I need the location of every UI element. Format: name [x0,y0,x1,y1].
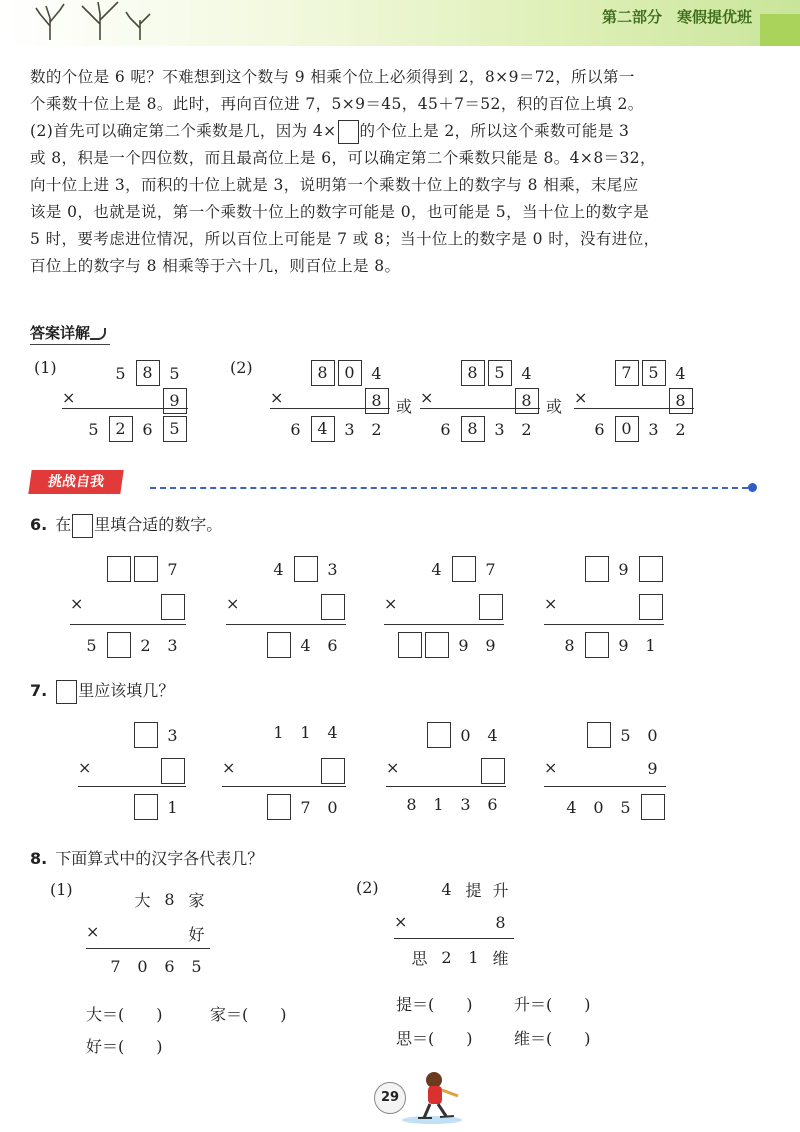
digit: 4 [566,797,577,817]
box: 2 [109,416,133,442]
box[interactable] [161,594,185,620]
digit-row [556,632,664,658]
text-fragment: 里应该填几？ [78,681,175,700]
digit-row [282,416,390,442]
answer-digit-box [161,388,188,414]
times-sign: × [420,388,434,407]
or-word: 或 [546,397,563,416]
box[interactable] [641,794,665,820]
digit: 提 [465,881,482,900]
digit-row [319,594,346,620]
question-6-title [30,512,222,538]
blank-box [425,722,452,748]
digit: 3 [460,795,471,814]
digit: 家 [188,891,205,910]
blank-box [583,556,610,582]
digit-row [265,794,346,820]
digit: 6 [440,419,451,439]
text-line: 或 8，积是一个四位数，而且最高位上是 6，可以确定第二个乘数只能是 8。4×8＝32， [30,149,656,167]
digit-row [183,922,210,948]
divider-dot [748,483,757,492]
digit: 3 [648,419,659,439]
digit: 2 [441,948,452,967]
blank-box [265,632,292,658]
box: 9 [163,388,187,414]
digit: 大 [134,891,151,910]
digit-row [479,758,506,784]
digit: 1 [645,635,656,655]
blank-box [396,632,423,658]
digit-row [265,632,346,658]
part-label: (1) [34,358,57,377]
digit: 0 [137,957,148,976]
digit-row [159,758,186,784]
box: 8 [461,416,485,442]
blank-box [423,632,450,658]
digit: 5 [620,797,631,817]
digit: 8 [164,890,175,909]
blank-box [132,556,159,582]
digit-row [459,360,540,386]
q7-calc-d [544,722,666,828]
calc-rule [544,624,664,625]
box: 0 [338,360,362,386]
box: 5 [488,360,512,386]
times-sign: × [386,758,400,777]
box[interactable] [107,632,131,658]
text-line: 数的个位是 6 呢？不难想到这个数与 9 相乘个位上必须得到 2，8×9＝72，所以第一 [30,68,635,86]
digit: 3 [344,419,355,439]
blank-box [265,794,292,820]
digit-row [637,594,664,620]
times-sign: × [574,388,588,407]
q6-calc-d [544,556,664,662]
answer-digit-box [336,360,363,386]
box: 8 [461,360,485,386]
digit: 7 [485,559,496,579]
box[interactable] [161,758,185,784]
calc-rule [386,786,506,787]
blank-box [585,722,612,748]
digit: 4 [521,363,532,383]
or-word: 或 [396,397,413,416]
digit: 6 [142,419,153,439]
digit-row [432,416,540,442]
digit: 1 [300,723,311,742]
box: 0 [615,416,639,442]
question-number: 6. [30,515,48,534]
digit: 8 [406,795,417,814]
digit-row [265,722,346,748]
digit-row [396,632,504,658]
digit-row [129,888,210,914]
text-line: 5 时，要考虑进位情况，所以百位上可能是 7 或 8；当十位上的数字是 0 时，没有进位， [30,230,660,248]
times-sign: × [384,594,398,613]
times-sign: × [394,912,408,931]
answer-digit-box [161,416,188,442]
digit-row [639,758,666,784]
digit: 0 [460,725,471,745]
digit: 3 [494,419,505,439]
answer-calc-2 [270,360,390,446]
answer-digit-box [486,360,513,386]
digit: 4 [441,880,452,899]
digit: 4 [273,559,284,579]
box[interactable] [134,722,158,748]
digit-row [78,632,186,658]
text-line: 个乘数十位上是 8。此时，再向百位进 7，5×9＝45，45＋7＝52，积的百位上填 2。 [30,95,644,113]
question-number: 7. [30,681,48,700]
box[interactable] [481,758,505,784]
digit: 4 [431,559,442,579]
answer-blank-wei[interactable]: 维＝( ) [514,1029,591,1048]
box[interactable] [134,556,158,582]
digit-row [477,594,504,620]
header-decoration [760,14,800,46]
digit: 9 [458,635,469,655]
answer-blank-jia[interactable]: 家＝( ) [210,1005,287,1024]
answer-digit-box [613,416,640,442]
text-line: 该是 0，也就是说，第一个乘数十位上的数字可能是 0，也可能是 5，当十位上的数字是 [30,203,650,221]
text-line [30,118,775,145]
blank-box [72,514,93,538]
part-label: (2) [230,358,253,377]
digit: 9 [618,559,629,579]
box[interactable] [585,556,609,582]
blank-box [292,556,319,582]
digit-row [80,416,188,442]
text-fragment: 里填合适的数字。 [94,515,223,534]
calc-rule [420,408,540,409]
blank-box [105,632,132,658]
box: 5 [642,360,666,386]
box[interactable] [321,594,345,620]
answer-digit-box [309,416,336,442]
digit: 9 [485,635,496,655]
calc-rule [574,408,694,409]
box[interactable] [294,556,318,582]
box[interactable] [587,722,611,748]
text-fragment: 下面算式中的汉字各代表几？ [55,849,264,868]
answer-digit-box [107,416,134,442]
digit: 1 [433,795,444,814]
blank-box [637,594,664,620]
box[interactable] [134,794,158,820]
times-sign: × [70,594,84,613]
part-label: (2) [356,878,379,897]
question-7-title [30,678,174,704]
digit-row [487,912,514,938]
box[interactable] [107,556,131,582]
digit: 5 [191,957,202,976]
answer-calc-1 [62,360,188,446]
box: 8 [311,360,335,386]
blank-box [319,758,346,784]
times-sign: × [270,388,284,407]
digit-row [132,794,186,820]
answer-digit-box [613,360,640,386]
digit: 2 [371,419,382,439]
digit: 4 [300,635,311,655]
digit: 2 [675,419,686,439]
digit-row [406,946,514,972]
digit: 9 [618,635,629,655]
digit: 3 [167,725,178,745]
digit: 5 [86,635,97,655]
digit-row [107,360,188,386]
digit: 7 [167,559,178,579]
digit: 6 [164,957,175,976]
blank-box [479,758,506,784]
digit: 升 [492,881,509,900]
answer-blank-ti[interactable]: 提＝( ) [396,995,473,1014]
answer-blank-hao[interactable]: 好＝( ) [86,1037,163,1056]
section-title: 第二部分 寒假提优班 [601,8,752,26]
digit: 2 [140,635,151,655]
blank-box [56,680,77,704]
digit-row [132,722,186,748]
answer-digit-box [640,360,667,386]
digit: 6 [487,795,498,814]
answer-calc-3 [420,360,540,446]
digit: 维 [492,949,509,968]
box[interactable] [267,794,291,820]
digit-row [558,794,666,820]
box[interactable] [585,632,609,658]
calc-rule [544,786,666,787]
answer-digit-box [667,388,694,414]
box: 4 [311,416,335,442]
times-sign: × [78,758,92,777]
box: 8 [669,388,693,414]
calc-rule [78,786,186,787]
digit: 4 [327,723,338,742]
blank-box [159,594,186,620]
blank-box [132,794,159,820]
blank-box [132,722,159,748]
digit: 0 [593,797,604,817]
text-fragment: 在 [55,515,72,534]
digit: 好 [188,925,205,944]
digit: 5 [620,725,631,745]
q6-calc-c [384,556,504,662]
digit: 0 [647,725,658,745]
digit: 4 [675,363,686,383]
digit: 1 [468,948,479,967]
digit-row [319,758,346,784]
blank-box [450,556,477,582]
digit-row [513,388,540,414]
box[interactable] [639,594,663,620]
skater-mascot-icon [402,1066,472,1126]
calc-rule [384,624,504,625]
digit: 6 [290,419,301,439]
blank-box [159,758,186,784]
digit: 8 [495,913,506,932]
digit-row [159,594,186,620]
digit: 3 [327,559,338,579]
blank-box [477,594,504,620]
box[interactable] [639,556,663,582]
digit: 2 [521,419,532,439]
dashed-divider [150,487,748,489]
digit-row [613,360,694,386]
box: 8 [136,360,160,386]
part-label: (1) [50,880,73,899]
digit: 1 [273,723,284,742]
explanation-text [30,64,775,280]
calc-rule [226,624,346,625]
digit-row [265,556,346,582]
page-header [0,0,800,46]
box[interactable] [398,632,422,658]
blank-box [637,556,664,582]
digit: 3 [167,635,178,655]
times-sign: × [62,388,76,407]
digit: 5 [115,363,126,383]
digit-row [585,722,666,748]
digit-row [105,556,186,582]
box[interactable] [267,632,291,658]
digit: 9 [647,759,658,778]
answer-digit-box [363,388,390,414]
times-sign: × [222,758,236,777]
question-8-title [30,846,263,869]
digit: 4 [487,725,498,745]
answer-blank-si[interactable]: 思＝( ) [396,1029,473,1048]
digit: 5 [169,363,180,383]
digit-row [423,556,504,582]
q6-calc-b [226,556,346,662]
times-sign: × [544,758,558,777]
answer-blank-sheng[interactable]: 升＝( ) [514,995,591,1014]
digit: 7 [300,797,311,817]
digit: 0 [327,797,338,817]
text-line: 百位上的数字与 8 相乘等于六十几，则百位上是 8。 [30,257,401,275]
text-line: 向十位上进 3，而积的十位上就是 3，说明第一个乘数十位上的数字与 8 相乘，末尾应 [30,176,639,194]
digit-row [667,388,694,414]
heading-underline [30,344,110,345]
winter-trees-illustration [30,0,160,40]
blank-box [338,120,359,144]
calc-rule [70,624,186,625]
digit: 思 [411,949,428,968]
calc-rule [86,948,210,949]
challenge-banner: 挑战自我 [28,470,123,494]
box: 7 [615,360,639,386]
digit: 7 [110,957,121,976]
digit: 8 [564,635,575,655]
digit: 5 [88,419,99,439]
answer-digit-box [134,360,161,386]
question-number: 8. [30,849,48,868]
box[interactable] [479,594,503,620]
q8-calc-2 [394,878,514,978]
blank-box [583,632,610,658]
box: 8 [365,388,389,414]
digit: 6 [327,635,338,655]
digit-row [425,722,506,748]
calc-rule [270,408,390,409]
page-number: 29 [374,1082,406,1114]
digit-row [161,388,188,414]
calc-rule [222,786,346,787]
box: 5 [163,416,187,442]
calc-rule [62,408,188,409]
box: 8 [515,388,539,414]
digit-row [433,878,514,904]
digit-row [586,416,694,442]
box[interactable] [321,758,345,784]
answer-heading-text: 答案详解 [30,324,91,342]
digit-row [363,388,390,414]
answer-calc-4 [574,360,694,446]
box[interactable] [427,722,451,748]
q7-calc-c [386,722,506,828]
box[interactable] [425,632,449,658]
blank-box [105,556,132,582]
answer-digit-box [459,360,486,386]
blank-box [639,794,666,820]
box[interactable] [452,556,476,582]
digit-row [583,556,664,582]
q7-calc-a [78,722,186,828]
digit-row [398,794,506,820]
digit-row [102,956,210,982]
q6-calc-a [70,556,186,662]
answer-heading [30,322,106,343]
digit-row [309,360,390,386]
answer-digit-box [513,388,540,414]
answer-digit-box [459,416,486,442]
q8-calc-1 [86,888,210,988]
curve-icon [90,328,106,340]
blank-box [319,594,346,620]
digit: 1 [167,797,178,817]
digit: 6 [594,419,605,439]
answer-blank-da[interactable]: 大＝( ) [86,1005,163,1024]
times-sign: × [86,922,100,941]
text-fragment: (2)首先可以确定第二个乘数是几，因为 4× [30,122,337,140]
q7-calc-b [222,722,346,828]
digit: 4 [371,363,382,383]
text-fragment: 的个位上是 2，所以这个乘数可能是 3 [359,122,630,140]
calc-rule [394,938,514,939]
times-sign: × [226,594,240,613]
answer-digit-box [309,360,336,386]
times-sign: × [544,594,558,613]
